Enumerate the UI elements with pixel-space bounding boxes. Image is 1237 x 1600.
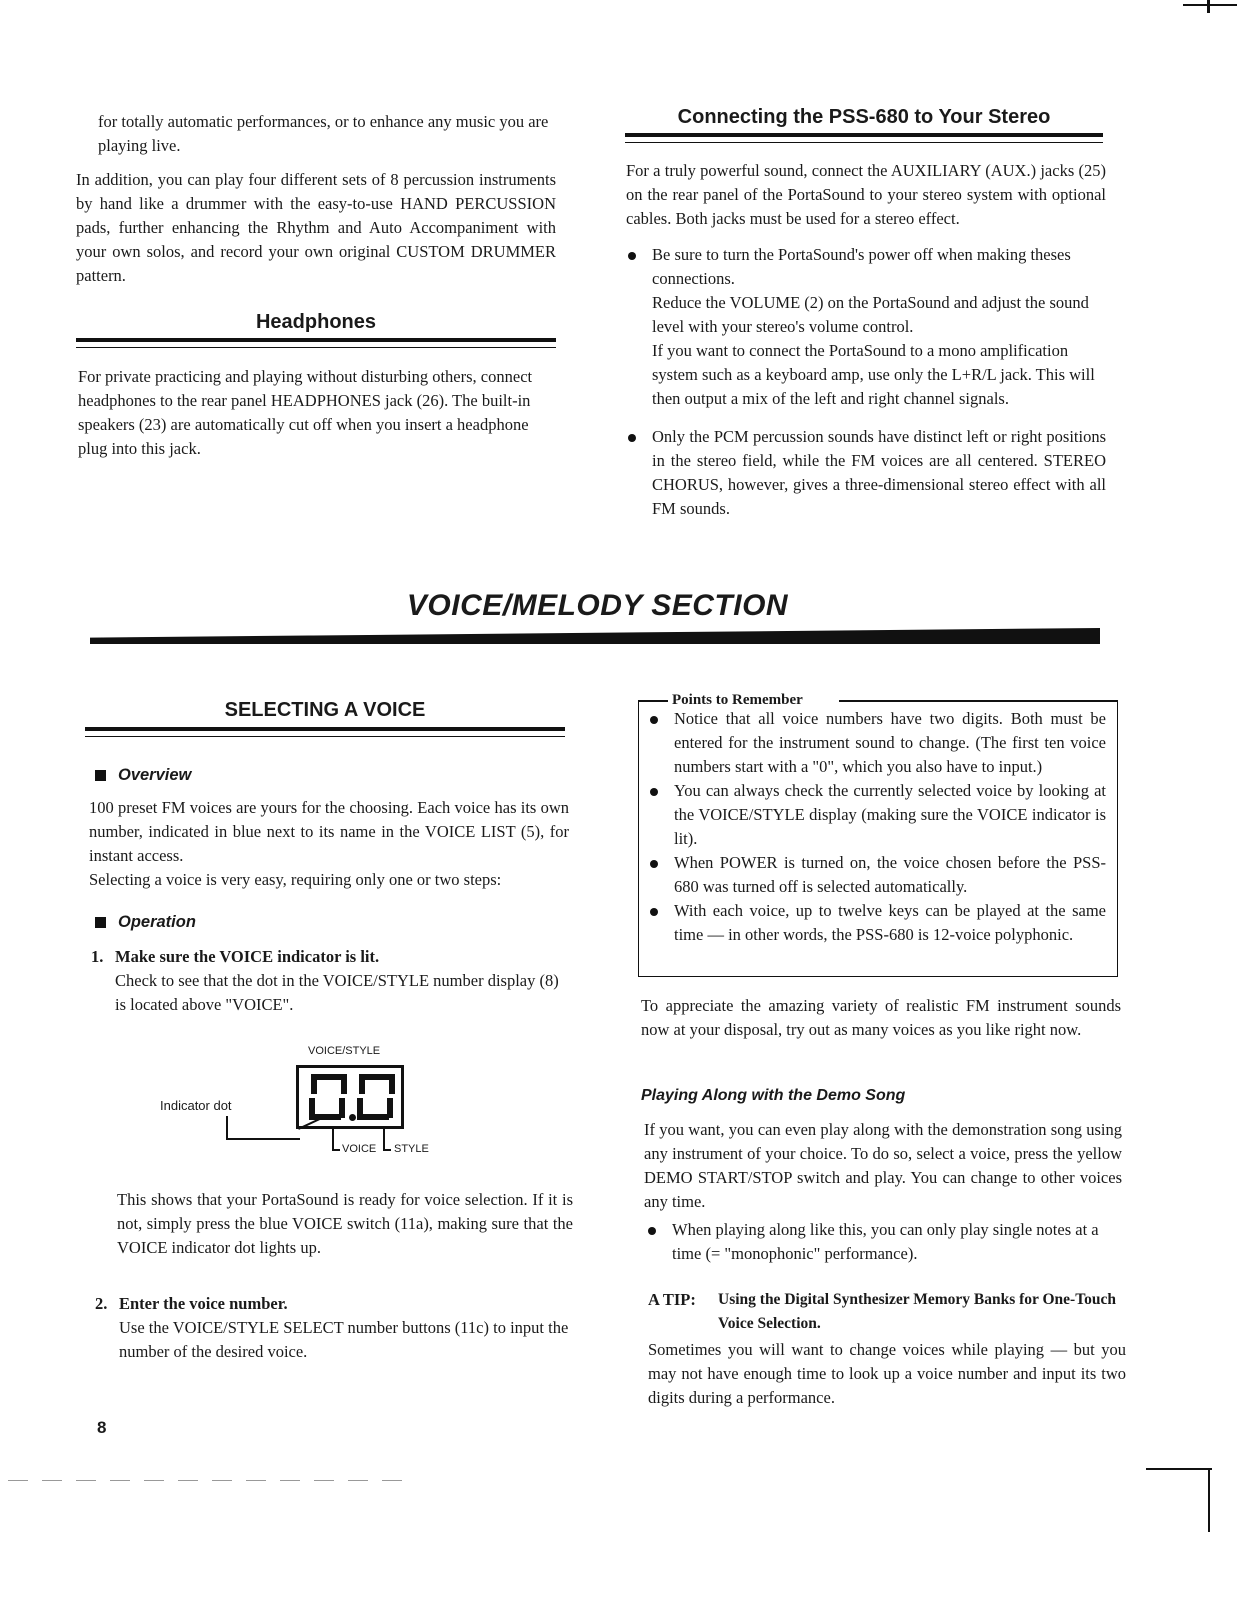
tip-body: Sometimes you will want to change voices while playing — but you may not have enough time to look up a voice number and input its two digits during a performance.: [648, 1340, 1126, 1407]
stereo-heading: Connecting the PSS-680 to Your Stereo: [677, 106, 1051, 128]
seven-segment-display: [296, 1065, 404, 1129]
voice-bracket: [332, 1129, 334, 1151]
stereo-bullet-1-line-1: Be sure to turn the PortaSound's power off when making theses connections.: [652, 245, 1071, 288]
points-item: [648, 851, 1106, 899]
bullet-dot: [650, 860, 658, 868]
operation-subhead: [95, 913, 196, 932]
section-banner-bar: [90, 628, 1100, 644]
demo-body: If you want, you can even play along with the demonstration song using any instrument of your choice. To do so, select a voice, press the yellow DEMO START/STOP switch and play. You can change to other voices any time.: [644, 1120, 1122, 1211]
figure-top-label: VOICE/STYLE: [308, 1045, 381, 1057]
corner-mark-bottom-right: [1146, 1468, 1212, 1532]
step-2-body: Use the VOICE/STYLE SELECT number buttons (11c) to input the number of the desired voice.: [119, 1318, 569, 1361]
overview-body-2: Selecting a voice is very easy, requiring only one or two steps:: [89, 870, 502, 889]
step-2: [95, 1292, 575, 1364]
scan-mark: [8, 1480, 408, 1481]
stereo-block: [626, 159, 1106, 531]
bullet-dot: [648, 1227, 656, 1235]
indicator-leader-line-vertical: [226, 1116, 228, 1140]
headphones-body: For private practicing and playing without disturbing others, connect headphones to the rear panel HEADPHONES jack (26). The built-in speakers (23) are automatically cut off when you insert a headphone plug into this jack.: [78, 367, 533, 458]
overview-label: Overview: [118, 766, 192, 784]
points-item: [648, 779, 1106, 851]
step-1: [91, 945, 571, 1017]
stereo-bullet-1-line-2: Reduce the VOLUME (2) on the PortaSound and adjust the sound level with your stereo's volume control.: [652, 293, 1089, 336]
tip-title: Using the Digital Synthesizer Memory Banks for One-Touch Voice Selection.: [718, 1291, 1116, 1332]
square-bullet-icon: [95, 770, 106, 781]
after-figure-text: This shows that your PortaSound is ready for voice selection. If it is not, simply press the blue VOICE switch (11a), making sure that the VOICE indicator dot lights up.: [117, 1190, 573, 1257]
appreciate-paragraph: To appreciate the amazing variety of realistic FM instrument sounds now at your disposal, try out as many voices as you like right now.: [641, 996, 1121, 1039]
stereo-bullet-2-text: Only the PCM percussion sounds have distinct left or right positions in the stereo field, while the FM voices are all centered. STEREO CHORUS, however, gives a three-dimensional stereo effect with all FM sounds.: [652, 427, 1106, 518]
overview-body: 100 preset FM voices are yours for the choosing. Each voice has its own number, indicated in blue next to its name in the VOICE LIST (5), for instant access.: [89, 798, 569, 865]
points-item: [648, 899, 1106, 947]
style-bracket-foot: [383, 1149, 391, 1151]
points-item-text: Notice that all voice numbers have two digits. Both must be entered for the instrument sound to change. (The first ten voice numbers start with a "0", which you also have to input.): [674, 709, 1106, 776]
step-1-number: 1.: [91, 947, 104, 966]
segment: [357, 1114, 389, 1120]
segment: [341, 1074, 347, 1094]
points-box-top-right: [839, 700, 1118, 702]
points-item-text: When POWER is turned on, the voice chosen before the PSS-680 was turned off is selected automatically.: [674, 853, 1106, 896]
figure-voice-label: VOICE: [342, 1143, 377, 1155]
stereo-bullet-1: [626, 243, 1106, 411]
figure-indicator-label: Indicator dot: [160, 1098, 232, 1113]
points-list: [648, 707, 1106, 947]
demo-bullet: [646, 1218, 1126, 1266]
points-item: [648, 707, 1106, 779]
operation-label: Operation: [118, 913, 196, 931]
demo-subhead: Playing Along with the Demo Song: [641, 1087, 906, 1104]
headphones-rule-thick: [76, 338, 556, 342]
points-item-text: With each voice, up to twelve keys can be played at the same time — in other words, the PSS-680 is 12-voice polyphonic.: [674, 901, 1106, 944]
step-1-title: Make sure the VOICE indicator is lit.: [115, 947, 380, 966]
segment: [311, 1074, 317, 1094]
step-1-body: Check to see that the dot in the VOICE/STYLE number display (8) is located above "VOICE".: [115, 971, 559, 1014]
figure-style-label: STYLE: [394, 1143, 429, 1155]
headphones-rule-thin: [76, 347, 556, 348]
selecting-voice-heading: SELECTING A VOICE: [224, 699, 426, 721]
tip-label: A TIP:: [648, 1290, 696, 1309]
headphones-heading: Headphones: [255, 311, 377, 333]
bullet-dot: [650, 716, 658, 724]
voice-bracket-foot: [332, 1149, 340, 1151]
corner-mark-top-right: [1183, 0, 1237, 14]
style-bracket: [383, 1129, 385, 1151]
segment: [309, 1114, 341, 1120]
segment: [359, 1074, 365, 1094]
hand-percussion-paragraph: In addition, you can play four different sets of 8 percussion instruments by hand like a drummer with the easy-to-use HAND PERCUSSION pads, further enhancing the Rhythm and Auto Accompaniment with your own solos, and record your own original CUSTOM DRUMMER pattern.: [76, 170, 556, 285]
stereo-rule-thin: [625, 142, 1103, 143]
voice-style-figure: [150, 1040, 450, 1165]
stereo-body: For a truly powerful sound, connect the AUXILIARY (AUX.) jacks (25) on the rear panel of the PortaSound to your stereo system with optional cables. Both jacks must be used for a stereo effect.: [626, 161, 1106, 228]
step-2-title: Enter the voice number.: [119, 1294, 288, 1313]
segment: [389, 1074, 395, 1094]
points-title: Points to Remember: [672, 688, 809, 712]
demo-bullet-text: When playing along like this, you can only play single notes at a time (= "monophonic" performance).: [672, 1220, 1099, 1263]
bullet-dot: [628, 434, 636, 442]
overview-block: [89, 796, 569, 892]
selecting-rule-thin: [85, 736, 565, 737]
page-number: 8: [97, 1418, 107, 1437]
continuation-paragraph: for totally automatic performances, or to enhance any music you are playing live.: [98, 112, 549, 155]
selecting-rule-thick: [85, 727, 565, 731]
points-box-top-left: [638, 700, 668, 702]
points-item-text: You can always check the currently selected voice by looking at the VOICE/STYLE display (making sure the VOICE indicator is lit).: [674, 781, 1106, 848]
left-top-block: [76, 110, 556, 288]
bullet-dot: [628, 252, 636, 260]
stereo-bullet-2: [626, 425, 1106, 521]
bullet-dot: [650, 908, 658, 916]
tip-block: [648, 1288, 1126, 1410]
section-title: VOICE/MELODY SECTION: [406, 589, 789, 622]
stereo-bullet-1-line-3: If you want to connect the PortaSound to a mono amplification system such as a keyboard amp, use only the L+R/L jack. This will then output a mix of the left and right channel signals.: [652, 341, 1095, 408]
indicator-leader-line-horizontal: [226, 1138, 300, 1140]
step-2-number: 2.: [95, 1294, 108, 1313]
overview-subhead: [95, 766, 191, 785]
square-bullet-icon: [95, 917, 106, 928]
indicator-dot: [349, 1114, 356, 1121]
bullet-dot: [650, 788, 658, 796]
stereo-rule-thick: [625, 133, 1103, 137]
